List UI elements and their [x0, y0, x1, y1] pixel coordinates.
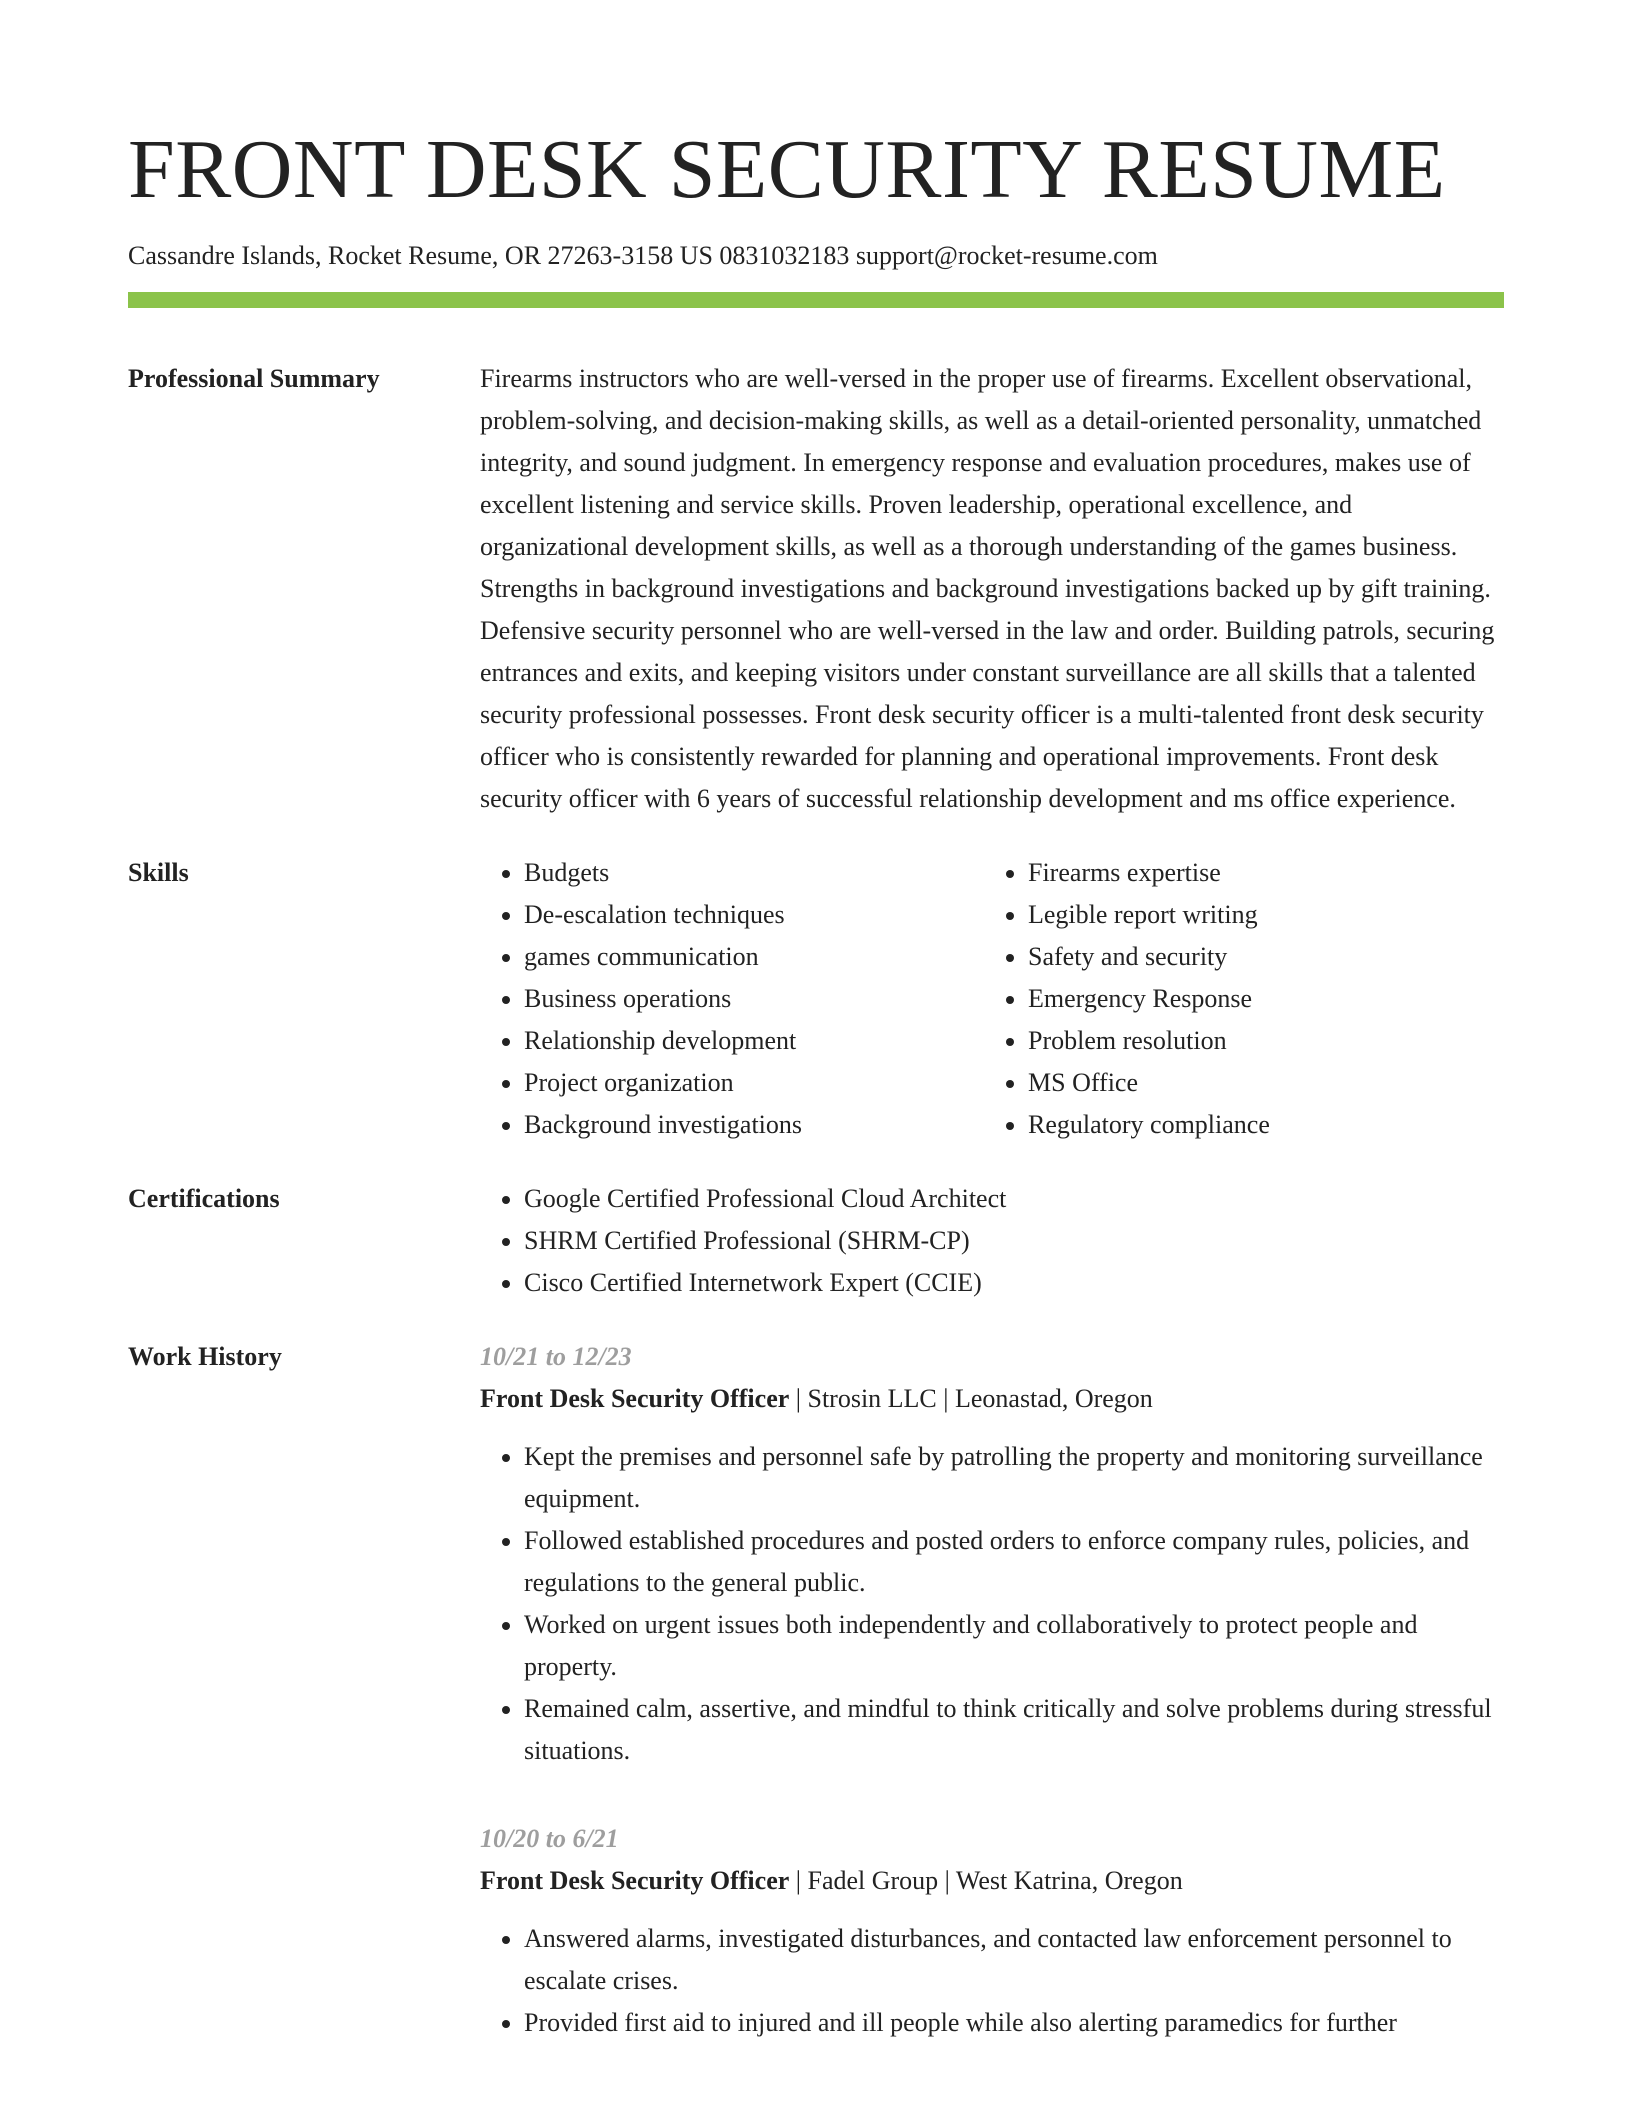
certification-item: • Google Certified Professional Cloud Architect [524, 1178, 1504, 1220]
certification-item: • Cisco Certified Internetwork Expert (CCIE) [524, 1262, 1504, 1304]
section-label-work-history: Work History [128, 1342, 282, 1371]
section-label-certifications: Certifications [128, 1184, 280, 1213]
job-entry [480, 1818, 1504, 2044]
skill-item: • Safety and security [1028, 936, 1488, 978]
skill-item: • Firearms expertise [1028, 852, 1488, 894]
contact-line: Cassandre Islands, Rocket Resume, OR 27263-3158 US 0831032183 support@rocket-resume.com [128, 241, 1158, 270]
section-label-skills: Skills [128, 858, 189, 887]
skill-item: • Regulatory compliance [1028, 1104, 1488, 1146]
job-details: | Fadel Group | West Katrina, Oregon [789, 1866, 1183, 1895]
summary-text: Firearms instructors who are well-versed in the proper use of firearms. Excellent observational, problem-solving, and decision-making skills, as well as a detail-oriented personality, unmatched integrity, and sound judgment. In emergency response and evaluation procedures, makes use of excellent listening and service skills. Proven leadership, operational excellence, and organizational development skills, as well as a thorough understanding of the games business. Strengths in background investigations and background investigations backed up by gift training. Defensive security personnel who are well-versed in the law and order. Building patrols, securing entrances and exits, and keeping visitors under constant surveillance are all skills that a talented security professional possesses. Front desk security officer is a multi-talented front desk security officer who is consistently rewarded for planning and operational improvements. Front desk security officer with 6 years of successful relationship development and ms office experience. [480, 364, 1495, 813]
skills-section [128, 852, 1504, 1146]
job-bullet: • Followed established procedures and posted orders to enforce company rules, policies, and regulations to the general public. [524, 1520, 1504, 1604]
skill-item: • MS Office [1028, 1062, 1488, 1104]
skill-item: • Business operations [524, 978, 984, 1020]
summary-body [480, 358, 1504, 820]
job-heading [480, 1378, 1504, 1420]
job-entry [480, 1336, 1504, 1772]
skill-item: • Legible report writing [1028, 894, 1488, 936]
job-bullet: • Remained calm, assertive, and mindful to think critically and solve problems during stressful situations. [524, 1688, 1504, 1772]
job-bullet: • Answered alarms, investigated disturbances, and contacted law enforcement personnel to escalate crises. [524, 1918, 1504, 2002]
skill-item: • Project organization [524, 1062, 984, 1104]
job-heading [480, 1860, 1504, 1902]
summary-section [128, 358, 1504, 820]
work-history-section [128, 1336, 1504, 2090]
work-history-body [480, 1336, 1504, 2090]
skill-item: • Background investigations [524, 1104, 984, 1146]
skills-column-right [984, 852, 1488, 1146]
skill-item: • games communication [524, 936, 984, 978]
certifications-list [480, 1178, 1504, 1304]
skill-item: • Relationship development [524, 1020, 984, 1062]
accent-divider [128, 292, 1504, 308]
skills-list-right [984, 852, 1488, 1146]
job-title: Front Desk Security Officer [480, 1866, 790, 1895]
job-bullets [480, 1436, 1504, 1772]
job-dates: 10/20 to 6/21 [480, 1824, 619, 1853]
section-label-summary: Professional Summary [128, 364, 380, 393]
certifications-section [128, 1178, 1504, 1304]
job-bullets [480, 1918, 1504, 2044]
skill-item: • De-escalation techniques [524, 894, 984, 936]
job-bullet: • Kept the premises and personnel safe by patrolling the property and monitoring surveillance equipment. [524, 1436, 1504, 1520]
job-title: Front Desk Security Officer [480, 1384, 790, 1413]
resume-title: FRONT DESK SECURITY RESUME [128, 123, 1446, 216]
skills-column-left [480, 852, 984, 1146]
resume-page [128, 118, 1504, 2090]
certifications-body [480, 1178, 1504, 1304]
skill-item: • Budgets [524, 852, 984, 894]
skill-item: • Problem resolution [1028, 1020, 1488, 1062]
job-bullet: • Worked on urgent issues both independently and collaboratively to protect people and property. [524, 1604, 1504, 1688]
job-bullet: • Provided first aid to injured and ill people while also alerting paramedics for further [524, 2002, 1504, 2044]
job-details: | Strosin LLC | Leonastad, Oregon [789, 1384, 1153, 1413]
skills-list-left [480, 852, 984, 1146]
certification-item: • SHRM Certified Professional (SHRM-CP) [524, 1220, 1504, 1262]
job-dates: 10/21 to 12/23 [480, 1342, 632, 1371]
skills-grid [480, 852, 1504, 1146]
skill-item: • Emergency Response [1028, 978, 1488, 1020]
